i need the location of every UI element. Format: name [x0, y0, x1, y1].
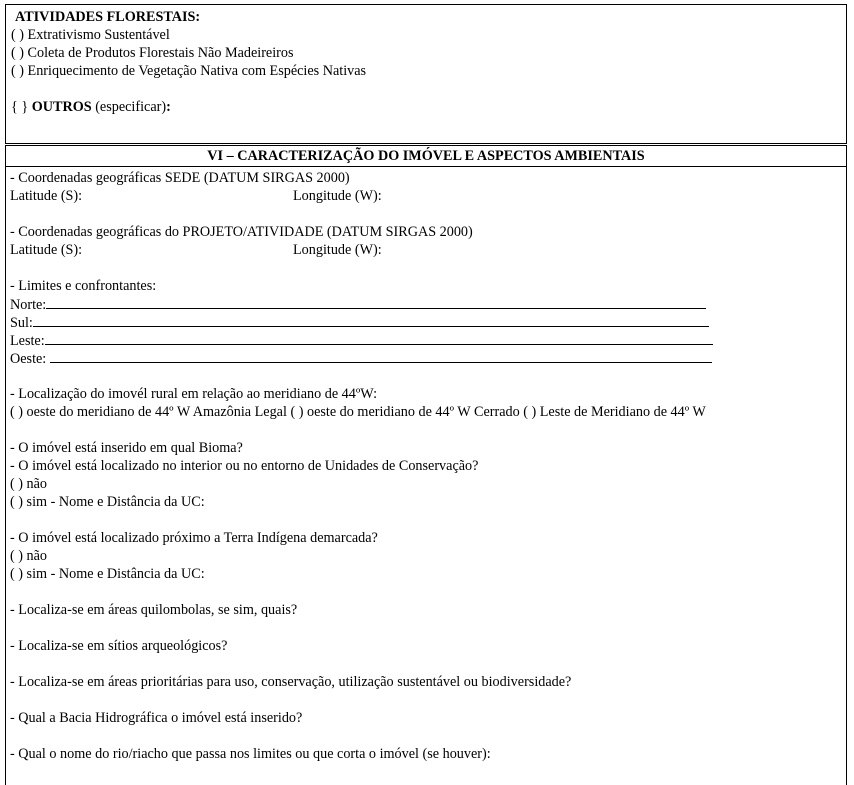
norte-field[interactable]	[10, 295, 706, 314]
bacia-question: - Qual a Bacia Hidrográfica o imóvel está inserido?	[10, 710, 303, 726]
option-coleta[interactable]: ( ) Coleta de Produtos Florestais Não Madeireiros	[11, 45, 294, 61]
oeste-label: Oeste:	[10, 351, 47, 367]
forestal-title: ATIVIDADES FLORESTAIS:	[15, 9, 201, 25]
outros-label: OUTROS	[31, 99, 92, 115]
meridiano-options[interactable]: ( ) oeste do meridiano de 44º W Amazônia Legal ( ) oeste do meridiano de 44º W Cerrado ( ) Leste de Meridiano de 44º W	[10, 404, 706, 420]
norte-label: Norte:	[10, 297, 47, 313]
option-outros[interactable]	[11, 98, 171, 116]
coord-projeto-label: - Coordenadas geográficas do PROJETO/ATIVIDADE (DATUM SIRGAS 2000)	[10, 224, 473, 240]
section-vi-box	[5, 145, 847, 785]
outros-specify: (especificar)	[95, 99, 167, 115]
sede-longitude-field[interactable]: Longitude (W):	[293, 188, 382, 204]
leste-line[interactable]	[45, 331, 713, 345]
section-vi-header: VI – CARACTERIZAÇÃO DO IMÓVEL E ASPECTOS AMBIENTAIS	[6, 146, 846, 167]
ti-option-sim[interactable]: ( ) sim - Nome e Distância da UC:	[10, 566, 205, 582]
coord-sede-label: - Coordenadas geográficas SEDE (DATUM SIRGAS 2000)	[10, 170, 350, 186]
ti-question: - O imóvel está localizado próximo a Terra Indígena demarcada?	[10, 530, 378, 546]
uc-option-sim[interactable]: ( ) sim - Nome e Distância da UC:	[10, 494, 205, 510]
oeste-line[interactable]	[50, 349, 712, 363]
projeto-longitude-field[interactable]: Longitude (W):	[293, 242, 382, 258]
leste-label: Leste:	[10, 333, 45, 349]
sede-latitude-field[interactable]: Latitude (S):	[10, 188, 83, 204]
oeste-field[interactable]	[10, 349, 712, 368]
outros-checkbox[interactable]: { }	[11, 99, 29, 115]
prioritarias-question: - Localiza-se em áreas prioritárias para uso, conservação, utilização sustentável ou biodiversidade?	[10, 674, 572, 690]
meridiano-question: - Localização do imovél rural em relação ao meridiano de 44ºW:	[10, 386, 378, 402]
sul-label: Sul:	[10, 315, 33, 331]
uc-question: - O imóvel está localizado no interior ou no entorno de Unidades de Conservação?	[10, 458, 479, 474]
uc-option-nao[interactable]: ( ) não	[10, 476, 48, 492]
arqueologicos-question: - Localiza-se em sítios arqueológicos?	[10, 638, 228, 654]
norte-line[interactable]	[46, 295, 706, 309]
leste-field[interactable]	[10, 331, 713, 350]
option-enriquecimento[interactable]: ( ) Enriquecimento de Vegetação Nativa com Espécies Nativas	[11, 63, 367, 79]
sul-field[interactable]	[10, 313, 709, 332]
forestal-activities-box	[5, 4, 847, 144]
sul-line[interactable]	[33, 313, 709, 327]
limites-label: - Limites e confrontantes:	[10, 278, 157, 294]
outros-colon: :	[166, 99, 171, 115]
ti-option-nao[interactable]: ( ) não	[10, 548, 48, 564]
rio-question: - Qual o nome do rio/riacho que passa nos limites ou que corta o imóvel (se houver):	[10, 746, 491, 762]
quilombolas-question: - Localiza-se em áreas quilombolas, se sim, quais?	[10, 602, 298, 618]
bioma-question: - O imóvel está inserido em qual Bioma?	[10, 440, 243, 456]
option-extrativismo[interactable]: ( ) Extrativismo Sustentável	[11, 27, 170, 43]
projeto-latitude-field[interactable]: Latitude (S):	[10, 242, 83, 258]
